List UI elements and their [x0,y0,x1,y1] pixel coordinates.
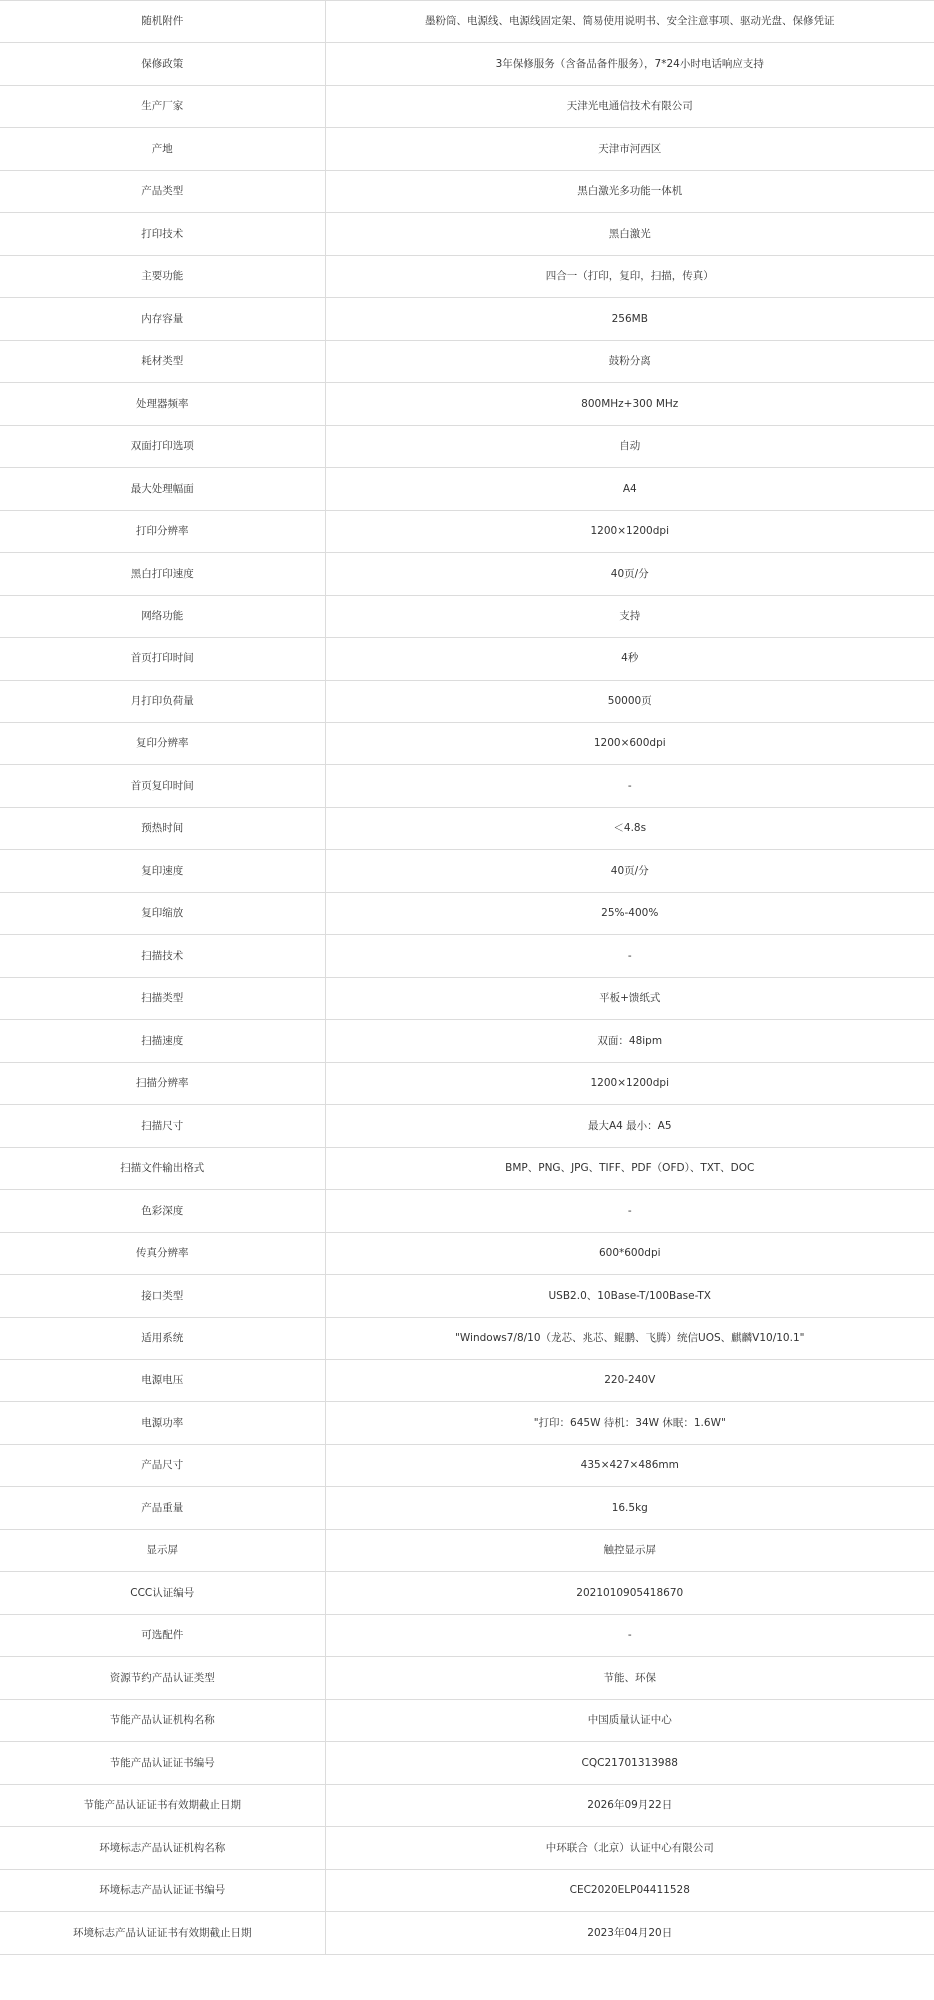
spec-row [0,553,934,595]
spec-value: 鼓粉分离 [325,340,934,382]
spec-value: 自动 [325,425,934,467]
spec-label: 产品尺寸 [0,1444,325,1486]
spec-value: 2021010905418670 [325,1572,934,1614]
spec-label: 环境标志产品认证证书有效期截止日期 [0,1912,325,1954]
spec-label: 节能产品认证机构名称 [0,1699,325,1741]
spec-value: 220-240V [325,1360,934,1402]
spec-label: 黑白打印速度 [0,553,325,595]
spec-label: 复印速度 [0,850,325,892]
spec-row [0,298,934,340]
spec-label: 产地 [0,128,325,170]
spec-value: BMP、PNG、JPG、TIFF、PDF（OFD）、TXT、DOC [325,1147,934,1189]
spec-row [0,170,934,212]
spec-row [0,765,934,807]
spec-row [0,1020,934,1062]
spec-value: 黑白激光 [325,213,934,255]
spec-value: 最大A4 最小：A5 [325,1105,934,1147]
spec-row [0,1657,934,1699]
spec-label: 双面打印选项 [0,425,325,467]
spec-row [0,1742,934,1784]
spec-label: 内存容量 [0,298,325,340]
spec-label: 接口类型 [0,1275,325,1317]
spec-row [0,1699,934,1741]
spec-label: 节能产品认证证书编号 [0,1742,325,1784]
spec-label: 扫描技术 [0,935,325,977]
spec-label: 复印缩放 [0,892,325,934]
spec-row [0,1275,934,1317]
spec-label: 节能产品认证证书有效期截止日期 [0,1784,325,1826]
spec-row [0,722,934,764]
spec-row [0,935,934,977]
spec-label: 保修政策 [0,43,325,85]
spec-value: - [325,1614,934,1656]
spec-label: 最大处理幅面 [0,468,325,510]
spec-label: 适用系统 [0,1317,325,1359]
spec-value: 中国质量认证中心 [325,1699,934,1741]
spec-row [0,255,934,297]
spec-row [0,1,934,43]
spec-row [0,85,934,127]
spec-value: ＜4.8s [325,807,934,849]
spec-value: CQC21701313988 [325,1742,934,1784]
spec-row [0,1827,934,1869]
spec-value: "Windows7/8/10（龙芯、兆芯、鲲鹏、飞腾）统信UOS、麒麟V10/10.1" [325,1317,934,1359]
spec-label: CCC认证编号 [0,1572,325,1614]
spec-value: 256MB [325,298,934,340]
spec-label: 首页打印时间 [0,638,325,680]
spec-label: 扫描速度 [0,1020,325,1062]
spec-value: 4秒 [325,638,934,680]
spec-label: 电源电压 [0,1360,325,1402]
spec-value: 双面：48ipm [325,1020,934,1062]
spec-value: - [325,765,934,807]
spec-label: 生产厂家 [0,85,325,127]
spec-label: 电源功率 [0,1402,325,1444]
spec-value: 天津光电通信技术有限公司 [325,85,934,127]
spec-value: 800MHz+300 MHz [325,383,934,425]
spec-row [0,850,934,892]
spec-row [0,977,934,1019]
spec-value: 3年保修服务（含备品备件服务），7*24小时电话响应支持 [325,43,934,85]
spec-row [0,1784,934,1826]
spec-table-body [0,1,934,1955]
spec-value: - [325,935,934,977]
spec-value: 支持 [325,595,934,637]
spec-label: 扫描文件输出格式 [0,1147,325,1189]
spec-row [0,128,934,170]
spec-label: 打印分辨率 [0,510,325,552]
spec-row [0,1317,934,1359]
spec-row [0,1232,934,1274]
spec-row [0,1572,934,1614]
spec-row [0,1105,934,1147]
spec-value: 墨粉筒、电源线、电源线固定架、简易使用说明书、安全注意事项、驱动光盘、保修凭证 [325,1,934,43]
spec-label: 产品类型 [0,170,325,212]
spec-row [0,1487,934,1529]
spec-value: 节能、环保 [325,1657,934,1699]
spec-value: 天津市河西区 [325,128,934,170]
spec-value: 2026年09月22日 [325,1784,934,1826]
spec-value: 40页/分 [325,850,934,892]
spec-row [0,595,934,637]
spec-row [0,1614,934,1656]
spec-row [0,638,934,680]
spec-value: 600*600dpi [325,1232,934,1274]
spec-row [0,1062,934,1104]
spec-value: 50000页 [325,680,934,722]
spec-value: 四合一（打印，复印，扫描，传真） [325,255,934,297]
spec-label: 产品重量 [0,1487,325,1529]
spec-label: 首页复印时间 [0,765,325,807]
spec-value: CEC2020ELP04411528 [325,1869,934,1911]
spec-row [0,468,934,510]
spec-label: 网络功能 [0,595,325,637]
spec-value: 中环联合（北京）认证中心有限公司 [325,1827,934,1869]
spec-row [0,213,934,255]
spec-label: 扫描类型 [0,977,325,1019]
spec-label: 月打印负荷量 [0,680,325,722]
spec-label: 色彩深度 [0,1190,325,1232]
spec-value: USB2.0、10Base-T/100Base-TX [325,1275,934,1317]
spec-label: 随机附件 [0,1,325,43]
spec-value: 2023年04月20日 [325,1912,934,1954]
spec-label: 扫描尺寸 [0,1105,325,1147]
spec-row [0,340,934,382]
spec-value: 16.5kg [325,1487,934,1529]
spec-value: - [325,1190,934,1232]
spec-label: 可选配件 [0,1614,325,1656]
spec-label: 环境标志产品认证证书编号 [0,1869,325,1911]
spec-row [0,425,934,467]
spec-value: 黑白激光多功能一体机 [325,170,934,212]
spec-row [0,1147,934,1189]
spec-row [0,680,934,722]
spec-value: 1200×1200dpi [325,510,934,552]
spec-value: 25%-400% [325,892,934,934]
spec-row [0,807,934,849]
spec-label: 预热时间 [0,807,325,849]
spec-label: 打印技术 [0,213,325,255]
spec-value: 40页/分 [325,553,934,595]
spec-row [0,1402,934,1444]
spec-row [0,1529,934,1571]
spec-label: 扫描分辨率 [0,1062,325,1104]
spec-label: 显示屏 [0,1529,325,1571]
spec-label: 处理器频率 [0,383,325,425]
spec-row [0,1360,934,1402]
spec-label: 耗材类型 [0,340,325,382]
spec-row [0,43,934,85]
spec-value: 1200×1200dpi [325,1062,934,1104]
spec-value: "打印：645W 待机：34W 休眠：1.6W" [325,1402,934,1444]
spec-label: 环境标志产品认证机构名称 [0,1827,325,1869]
spec-row [0,510,934,552]
spec-label: 传真分辨率 [0,1232,325,1274]
spec-value: A4 [325,468,934,510]
spec-row [0,1444,934,1486]
spec-value: 435×427×486mm [325,1444,934,1486]
spec-row [0,1869,934,1911]
spec-label: 复印分辨率 [0,722,325,764]
spec-row [0,892,934,934]
spec-label: 主要功能 [0,255,325,297]
spec-value: 触控显示屏 [325,1529,934,1571]
spec-value: 1200×600dpi [325,722,934,764]
spec-label: 资源节约产品认证类型 [0,1657,325,1699]
spec-row [0,383,934,425]
spec-row [0,1912,934,1954]
spec-value: 平板+馈纸式 [325,977,934,1019]
spec-row [0,1190,934,1232]
